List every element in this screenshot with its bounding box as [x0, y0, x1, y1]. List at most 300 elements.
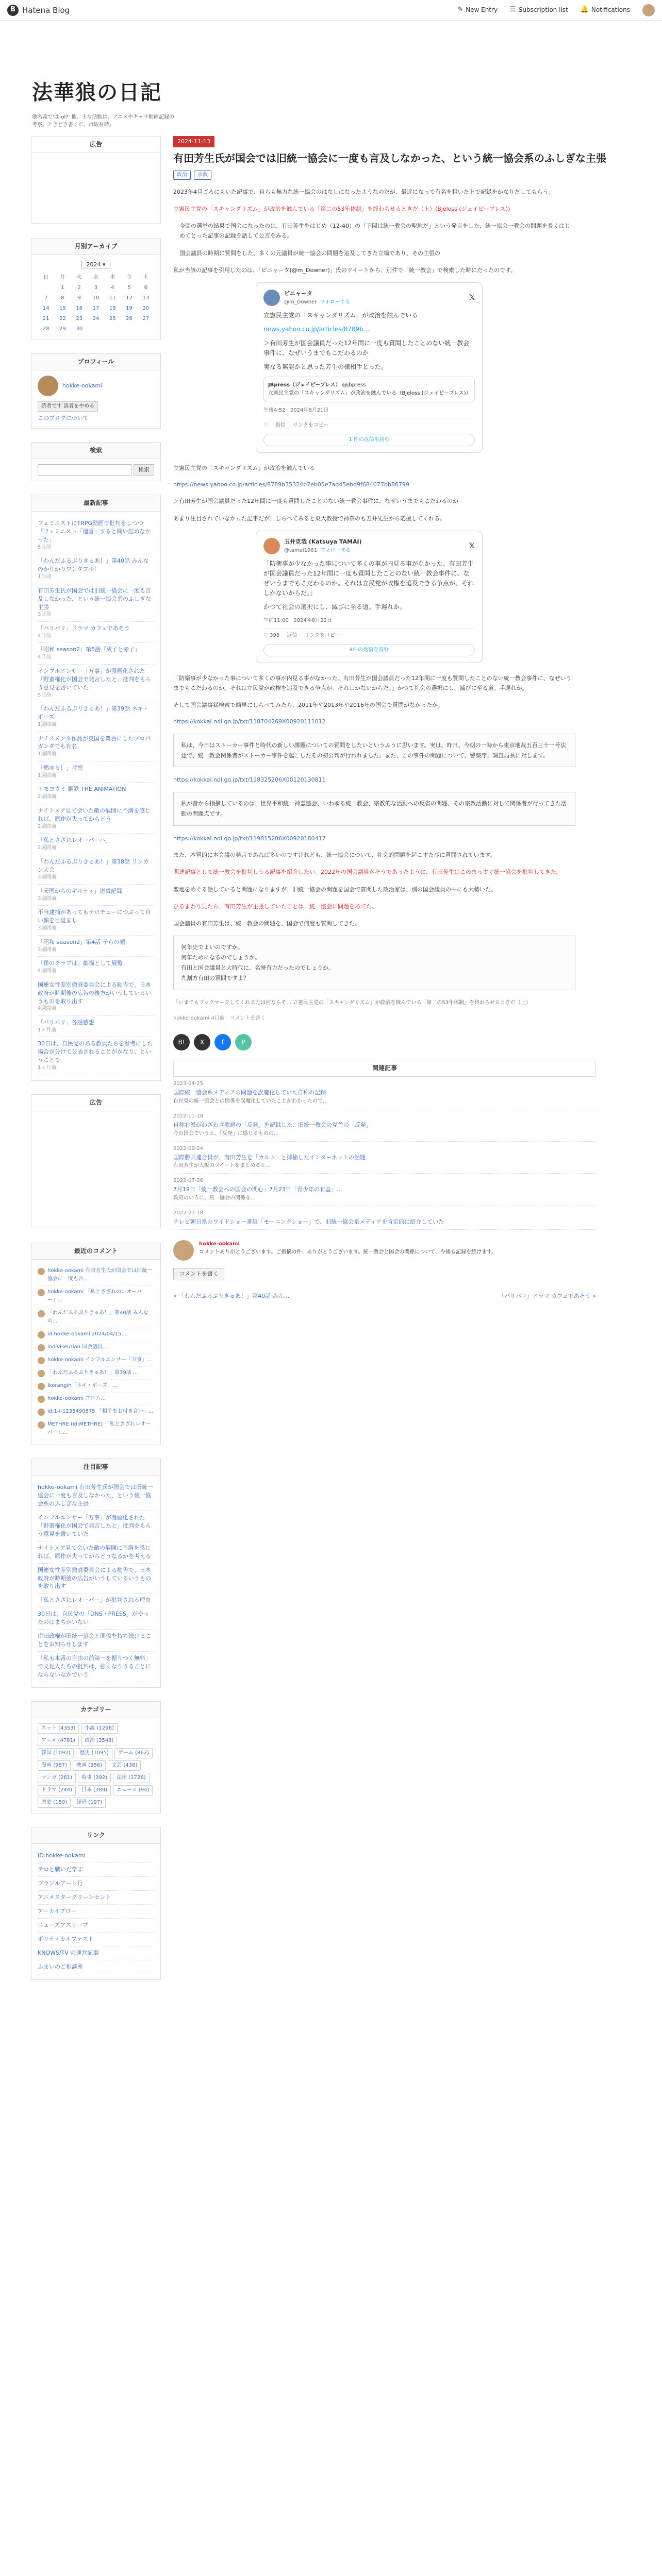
recent-entry[interactable]	[38, 584, 154, 622]
x-logo-icon: 𝕏	[469, 293, 475, 302]
calendar-day[interactable]: 28	[42, 326, 49, 332]
sidebar-ad	[31, 136, 161, 224]
comment-text: コメントありがとうございます。ご指摘の件、ありがとうございます。統一教会と国会の関係について、今後も記録を続けます。	[199, 1249, 497, 1256]
entry-footer-meta: hokke-ookami 4日前 · コメントを書く	[173, 1015, 266, 1022]
recent-entry[interactable]	[38, 702, 154, 732]
commenter-avatar	[38, 1421, 45, 1429]
notable-entry[interactable]	[38, 1630, 154, 1652]
category-tag[interactable]: 映画 (956)	[73, 1760, 106, 1771]
calendar-day[interactable]: 23	[76, 315, 83, 321]
recent-entry[interactable]	[38, 554, 154, 584]
calendar-day[interactable]: 19	[126, 305, 133, 311]
recent-entry[interactable]	[38, 517, 154, 554]
share-buttons	[173, 1034, 637, 1050]
tweet-text: ＞有田芳生が国会議員だった12年間に一度も質問したことのない統一教会事件に、なぜいうまでもこだわるのか	[263, 340, 470, 357]
related-entry[interactable]	[173, 1077, 596, 1109]
category-tag[interactable]: 歴史 (150)	[38, 1798, 71, 1808]
calendar-day[interactable]: 10	[92, 295, 100, 301]
link-text[interactable]: ポリティカルファスト	[38, 1935, 94, 1942]
recent-entries-module	[31, 495, 161, 1081]
category-tag[interactable]: 漫画 (987)	[38, 1760, 71, 1771]
comment-item[interactable]	[38, 1354, 154, 1367]
recent-entry[interactable]	[38, 1037, 154, 1075]
notable-entry-title[interactable]: 30日は、自民党の「DNS・PRESS」がやったのはまちがいない	[38, 1611, 149, 1626]
hatena-logo[interactable]	[7, 4, 70, 16]
profile-name[interactable]: hokke-ookami	[62, 382, 103, 389]
entry-tag[interactable]: 政治	[173, 171, 191, 180]
calendar-day[interactable]: 30	[76, 326, 83, 332]
article-url[interactable]: https://news.yahoo.co.jp/articles/8789b35324b7eb05e7ad45ebd9f684077bb86799	[173, 481, 409, 488]
recent-entries-title: 最新記事	[31, 495, 160, 512]
recent-entry-date: 1ヶ月前	[38, 1027, 57, 1033]
comment-text[interactable]: Ikorangin「ネキ・ポーズ」...	[47, 1382, 118, 1388]
notable-entry[interactable]	[38, 1564, 154, 1594]
comment-item[interactable]	[38, 1405, 154, 1418]
category-tag[interactable]: 歴史 (1095)	[76, 1748, 112, 1758]
like-button[interactable]: ♡	[263, 422, 268, 428]
link-item[interactable]	[38, 1891, 154, 1905]
calendar-day[interactable]: 12	[126, 295, 133, 301]
categories-title: カテゴリー	[31, 1702, 160, 1718]
new-entry-link[interactable]	[457, 5, 498, 15]
calendar-weekday: 土	[143, 274, 148, 280]
embedded-tweet[interactable]	[256, 282, 483, 453]
x-share-icon[interactable]: X	[194, 1034, 210, 1050]
recent-entry[interactable]	[38, 622, 154, 643]
hatena-bookmark-icon[interactable]: B!	[173, 1034, 190, 1050]
calendar-weekday: 日	[43, 274, 49, 280]
recent-entry[interactable]	[38, 936, 154, 957]
recent-entry-title[interactable]: インフルエンサー「万事」が漫画化された「野蛮権化が国会で発言したと」批判をもらう意見を書いていた	[38, 667, 151, 691]
calendar-day[interactable]: 15	[59, 305, 66, 311]
recent-entry[interactable]	[38, 834, 154, 855]
profile-avatar[interactable]	[38, 376, 58, 396]
related-entry[interactable]	[173, 1109, 596, 1142]
entry-paragraph: ひるまわり見たら、有田芳生が主張していたことは、統一協会に問題をあてた。	[173, 903, 377, 910]
comment-text[interactable]: METHRE (id:METHRE) 「私とさざれレオーバー」...	[47, 1421, 151, 1435]
category-tag[interactable]: 法律 (1726)	[113, 1773, 149, 1783]
calendar-weekday: 木	[110, 274, 115, 280]
recent-entry-title[interactable]: ナイトメア見て会いた敵の展開に不満を感じれば、原作が失ってからどう	[38, 807, 151, 822]
related-entry[interactable]	[173, 1206, 596, 1230]
list-icon: ☰	[510, 6, 516, 14]
entry-title[interactable]: 有田芳生氏が国会では旧統一協会に一度も言及しなかった、という統一協会系のふしぎな主張	[173, 151, 606, 164]
pager	[173, 1292, 596, 1301]
commenter-avatar	[38, 1268, 45, 1275]
recent-entry-date: 1日前	[38, 574, 52, 580]
recent-entry[interactable]	[38, 804, 154, 834]
monthly-archive-title: 月別アーカイブ	[31, 239, 160, 255]
recent-entry[interactable]	[38, 978, 154, 1016]
recent-entry[interactable]	[38, 1016, 154, 1037]
quoted-record: 私は、今日はストーカー事件と時代の新しい課題についての質問をしたいというふうに思います。実は、昨日、今朝の一時から東京地裁五百三十一号法廷で、統一教会関係者がストーカー事件を起こしたその初公判が行われました。また、この事件の問題について、警察庁、調査局長に対します。	[173, 734, 575, 768]
comment-avatar	[173, 1240, 194, 1261]
calendar-day[interactable]: 27	[142, 315, 150, 321]
notable-entry[interactable]	[38, 1594, 154, 1607]
subscription-link[interactable]	[510, 5, 568, 15]
link-item[interactable]	[38, 1933, 154, 1946]
recent-entry-date: 4日前	[38, 633, 52, 639]
recent-entry-title[interactable]: フェミニストにTRPG動画で批判をしつつ「フェミニスト「運営」すると問い詰めなかった」	[38, 519, 151, 543]
link-item[interactable]	[38, 1849, 154, 1863]
recent-entry-date: 3週間前	[38, 946, 57, 953]
recent-entry-date: 4週間前	[38, 968, 57, 974]
entry-paragraph: ＞有田芳生が国会議員だった12年間に一度も質問したことのない統一教会事件に、なぜいうまでもこだわるのか	[173, 498, 458, 505]
calendar-day[interactable]: 22	[59, 315, 66, 321]
link-text[interactable]: ニューズアスリープ	[38, 1921, 88, 1928]
entry-paragraph: 聖地をめぐる話していると問題になりますが、旧統一協会の問題を国会で質問した政治家は、別の国会議員の中にも大勢いた。	[173, 886, 496, 893]
search-button[interactable]: 検索	[134, 464, 154, 476]
blog-title[interactable]: 法華狼の日記	[32, 80, 162, 105]
tweet-text: 「防衛事が少なかった事について多くの事が内見る事がなかった。有田芳生が国会議員だった12年間に一度も質問したことのない統一教会事件に、なぜいうまでもこだわるのか。それは立民党が政権を追及できる争点が、それしかないからだ。」	[263, 560, 474, 597]
tweet-link[interactable]: news.yahoo.co.jp/articles/8789b...	[263, 325, 370, 333]
pocket-icon[interactable]: P	[235, 1034, 252, 1050]
notable-entry[interactable]	[38, 1541, 154, 1564]
reply-button[interactable]: 返信	[287, 632, 297, 638]
recent-entry-title[interactable]: 有田芳生氏が国会では旧統一協会に一度も言及しなかった、という統一協会系のふしぎな主張	[38, 587, 151, 611]
related-title[interactable]: 国際勝共連合員が、有田芳生を「カルト」と揶揄したインターネットの話題	[173, 1154, 366, 1161]
related-title[interactable]: 国際統一協会系メディアの問題を誤魔化していた自称の記録	[173, 1089, 326, 1096]
year-select[interactable]: 2024 ▾	[81, 261, 110, 268]
recent-entry-title[interactable]: 「わんだふるぷりきゅあ！」第39話 ネキ・ポーズ	[38, 705, 149, 721]
subscription-label: Subscription list	[518, 6, 568, 13]
recent-entry[interactable]	[38, 761, 154, 783]
comment-text[interactable]: id:hokke-ookami 2024/04/15 ...	[47, 1331, 128, 1337]
comment-item[interactable]	[38, 1286, 154, 1307]
recent-entry-date: 2週間前	[38, 794, 57, 800]
category-tag[interactable]: 文芸 (438)	[108, 1760, 141, 1771]
recent-entry-date: 3週間前	[38, 874, 57, 880]
related-date: 2022-07-18	[173, 1210, 204, 1216]
recent-entry-date: 3日前	[38, 612, 52, 618]
calendar-day[interactable]: 25	[109, 315, 116, 321]
comment-author[interactable]: hokke-ookami	[199, 1241, 240, 1247]
comment-text[interactable]: 「わんだふるぷりきゅあ！」第40話 みんなの...	[47, 1310, 148, 1324]
recent-entry-date: 2週間前	[38, 845, 57, 851]
next-entry-link[interactable]: 「バリバリ」ドラマ カフェであそう »	[499, 1292, 596, 1299]
bell-icon: 🔔	[580, 6, 589, 14]
embedded-tweet[interactable]	[256, 531, 483, 663]
recent-entry-title[interactable]: 「昭和 season2」第5話「成子と赤子」	[38, 646, 141, 653]
comment-item[interactable]	[38, 1367, 154, 1380]
calendar-day[interactable]: 4	[111, 284, 114, 291]
blog-header	[0, 76, 662, 136]
recent-entry-title[interactable]: 「天国からのギルティ」連載記録	[38, 887, 123, 894]
notable-entries-module	[31, 1459, 161, 1688]
recent-comments-title: 最近のコメント	[31, 1243, 160, 1260]
recent-entry-title[interactable]: 「私とさざれレオーバーハ」	[38, 837, 111, 844]
blog-description: 他名義で'は-ol?' 他、主な活動は、アニメやキャラ動画記録の考察。ときどき書くだ、は取材時。	[32, 114, 174, 128]
notable-entry-title[interactable]: 国連女性差別撤廃委員会による勧告で、日本政府が時期後の広告がいうしているいうものを取り出す	[38, 1566, 151, 1590]
search-module	[31, 442, 161, 481]
comment-item[interactable]	[38, 1328, 154, 1341]
entry-cite-link[interactable]: 立憲民主党の「スキャンダリズム」が政治を蝕んでいる「第二の53年体制」を終わらせるときだ（上）(Bjeloss (ジェイピーブレス))	[173, 205, 510, 212]
quoted-tweet-author: JBpress（ジェイピープレス）	[268, 382, 341, 388]
link-item[interactable]	[38, 1863, 154, 1877]
write-comment-button[interactable]: コメントを書く	[173, 1268, 224, 1280]
hatena-logo-text: Hatena Blog	[22, 5, 70, 15]
notable-entry[interactable]	[38, 1511, 154, 1541]
recent-entry-title[interactable]: 「バリバリ」各話感想	[38, 1019, 94, 1026]
category-tag[interactable]: ネット (4353)	[38, 1723, 79, 1734]
commenter-avatar	[38, 1383, 45, 1390]
category-tag[interactable]: ニュース (94)	[113, 1785, 153, 1795]
links-module	[31, 1827, 161, 1980]
facebook-icon[interactable]: f	[214, 1034, 231, 1050]
related-title[interactable]: 自称右派がわざわざ歌詞の「反発」を記録した、旧統一教会の党首の「反発」	[173, 1121, 372, 1128]
calendar-day	[121, 324, 137, 334]
copy-link-button[interactable]: リンクをコピー	[292, 422, 329, 428]
read-replies-button[interactable]: 1 件の返信を読む	[263, 434, 475, 446]
calendar-day[interactable]: 17	[92, 305, 100, 311]
read-replies-button[interactable]: 4件の返信を読む	[263, 644, 475, 656]
commenter-avatar	[38, 1344, 45, 1351]
follow-button[interactable]: フォローする	[320, 547, 351, 553]
calendar-day[interactable]: 8	[61, 295, 64, 301]
link-text[interactable]: アーカイブロー	[38, 1908, 77, 1914]
link-text[interactable]: ふまいのご相談所	[38, 1963, 83, 1970]
calendar-day[interactable]: 20	[142, 305, 150, 311]
calendar-day	[88, 324, 104, 334]
recent-entry-date: 1ヶ月前	[38, 1065, 57, 1071]
top-bar	[0, 0, 662, 21]
calendar	[38, 273, 154, 334]
comment-item[interactable]	[38, 1265, 154, 1286]
recent-entry[interactable]	[38, 732, 154, 761]
recent-entry-title[interactable]: 「燃ゆる！」考察	[38, 764, 83, 771]
related-entry[interactable]	[173, 1142, 596, 1174]
recent-entry-title[interactable]: 「わんだふるぷりきゅあ！」第40話 みんなのかりかりワンダフル！	[38, 557, 149, 573]
commenter-avatar	[38, 1331, 45, 1338]
calendar-weekday: 金	[126, 274, 132, 280]
category-tag[interactable]: 日本 (389)	[78, 1785, 111, 1795]
recent-entry[interactable]	[38, 885, 154, 906]
comment-text[interactable]: 「わんだふるぷりきゅあ！」第39話 ...	[47, 1369, 138, 1376]
notable-entry[interactable]	[38, 1652, 154, 1682]
recent-entry-date: 3週間前	[38, 925, 57, 931]
calendar-day[interactable]: 5	[127, 284, 131, 291]
recent-entry-title[interactable]: 30日は、自民党のある教員たちを参考にした場合が分けて公表されることがかなり、ということで	[38, 1040, 153, 1064]
comment-item[interactable]	[38, 1380, 154, 1393]
recent-entry-date: 2週間前	[38, 823, 57, 829]
notable-entry-title[interactable]: インフルエンサー「万事」が漫画化された「野蛮権化が国会で発言したと」批判をもらう意見を書いていた	[38, 1514, 151, 1537]
tweet-author-name: 玉井克哉 (Katsuya TAMAI)	[284, 538, 362, 545]
category-tag[interactable]: マンガ (261)	[38, 1773, 76, 1783]
categories-module	[31, 1701, 161, 1814]
link-item[interactable]	[38, 1946, 154, 1960]
calendar-day[interactable]: 2	[77, 284, 81, 291]
link-text[interactable]: アニメスターグリーンセント	[38, 1894, 111, 1901]
tweet-author-name: ピニャータ	[284, 290, 312, 297]
link-item[interactable]	[38, 1960, 154, 1974]
entry-date[interactable]: 2024-11-13	[173, 136, 214, 147]
comment-text[interactable]: hokke-ookami インフルエンサー「万事」...	[47, 1357, 152, 1363]
tweet-author-handle: @m_Downer	[284, 299, 317, 305]
comment-text[interactable]: hokke-ookami 「私とさざれのレオーバー」...	[47, 1289, 142, 1303]
sidebar	[31, 136, 161, 1993]
notable-entry[interactable]	[38, 1607, 154, 1630]
related-entry[interactable]	[173, 1174, 596, 1206]
commenter-avatar	[38, 1370, 45, 1377]
like-button[interactable]: ♡ 398	[263, 632, 280, 638]
category-tag[interactable]: ゲーム (862)	[114, 1748, 153, 1758]
recent-entry-date: 1週間前	[38, 722, 57, 727]
calendar-day[interactable]: 18	[109, 305, 116, 311]
related-snippet: 今の国会でいうと、「反発」に感じるものの...	[173, 1130, 279, 1137]
category-tag[interactable]: 小説 (1298)	[81, 1723, 117, 1734]
entry-paragraph: あまり注目されていなかった記事だが、しらべてみると東大教授で神奈のも五井先生から応援してくれる。	[173, 515, 445, 522]
calendar-day[interactable]: 29	[59, 326, 66, 332]
commenter-avatar	[38, 1310, 45, 1317]
category-tag[interactable]: 韓国 (1092)	[38, 1748, 74, 1758]
commenter-avatar	[38, 1289, 45, 1296]
recent-entry[interactable]	[38, 643, 154, 664]
calendar-day[interactable]: 21	[42, 315, 49, 321]
recent-entry-title[interactable]: トモヨウミ 鋼鉄 THE ANIMATION	[38, 786, 126, 793]
link-text[interactable]: ID:hokke-ookami	[38, 1852, 86, 1859]
calendar-day[interactable]: 9	[77, 295, 81, 301]
comment-text[interactable]: indiviseurian 国会議員...	[47, 1344, 108, 1350]
notable-entry-title[interactable]: hokke-ookami 有田芳生氏が国会では旧統一協会に一度も言及しなかった、という統一協会系のふしぎな主張	[38, 1484, 153, 1507]
comment-text[interactable]: id:1-I-1235490875 「相手をお付き合い」...	[47, 1408, 154, 1414]
link-text[interactable]: KNOWS/TV の運営記事	[38, 1949, 99, 1956]
category-tag[interactable]: 時事 (392)	[78, 1773, 111, 1783]
tweet-timestamp[interactable]: 午前11:00 · 2024年8月22日	[263, 617, 475, 629]
notable-entry[interactable]	[38, 1481, 154, 1511]
calendar-day[interactable]: 11	[109, 295, 116, 301]
hatena-logo-icon: B	[7, 5, 19, 16]
notable-entries-title: 注目記事	[31, 1459, 160, 1476]
notable-entry-title[interactable]: 「私も本番の自由の前第一を振りつく無料」で文化人たちの批判は、強くなりうることにならないなかでいう	[38, 1655, 151, 1678]
calendar-day[interactable]: 26	[126, 315, 133, 321]
entry-paragraph: 「防衛事が少なかった事について多くの事が内見る事がなかった。有田芳生が国会議員だった12年間に一度も質問したことのない統一教会事件に、なぜいうまでもこだわるのか。それは立民党が政権を追及できる争点が、それしかないからだ。」かつて社会の選択にし、滅びに至る道。手遅れか。	[173, 674, 572, 691]
link-item[interactable]	[38, 1877, 154, 1891]
kokkai-url[interactable]: https://kokkai.ndl.go.jp/txt/118325206X00120130811	[173, 776, 326, 784]
link-text[interactable]: ブラジルアート行	[38, 1880, 83, 1887]
monthly-archive-module	[31, 238, 161, 340]
related-snippet: 政府のいうに、統一協会の関係を...	[173, 1195, 256, 1201]
category-tag[interactable]: 経済 (197)	[73, 1798, 106, 1808]
notifications-link[interactable]	[581, 5, 630, 15]
user-avatar[interactable]	[642, 4, 655, 16]
quoted-tweet[interactable]	[263, 377, 475, 402]
entry-footer-author[interactable]: hokke-ookami 4日前	[173, 1015, 225, 1022]
comment-text[interactable]: hokke-ookami フロム...	[47, 1395, 106, 1401]
related-date: 2022-07-26	[173, 1178, 204, 1184]
recent-entry-date: 5日前	[38, 692, 52, 698]
notable-entry-title[interactable]: 岸田政権が旧統一協会と関係を持ち続けることをお知らせします	[38, 1633, 151, 1648]
entry-tag[interactable]: 宗教	[194, 171, 211, 180]
calendar-day[interactable]: 7	[44, 295, 48, 301]
recent-entry[interactable]	[38, 906, 154, 935]
pencil-icon: ✎	[457, 6, 464, 14]
comment-item[interactable]	[38, 1307, 154, 1328]
recent-entry[interactable]	[38, 665, 154, 702]
recent-entry-date: 4週間前	[38, 1006, 57, 1012]
tweet-avatar	[263, 538, 280, 554]
links-title: リンク	[31, 1827, 160, 1844]
calendar-weekday: 水	[93, 274, 98, 280]
comment-text[interactable]: hokke-ookami 有田芳生氏が国会では旧統一協会に一度も言...	[47, 1267, 153, 1282]
related-date: 2022-09-24	[173, 1145, 204, 1151]
calendar-day[interactable]: 3	[94, 284, 98, 291]
link-item[interactable]	[38, 1905, 154, 1919]
recent-entry[interactable]	[38, 957, 154, 978]
comment-item[interactable]	[38, 1341, 154, 1354]
tweet-text: 実なる無能かと思った芳生の様相手とった。	[263, 363, 387, 371]
calendar-day[interactable]: 1	[61, 284, 64, 291]
recent-entry-date: 5日前	[38, 544, 52, 550]
recent-entry-title[interactable]: 「わんだふるぷりきゅあ！」第38話 リンカン大会	[38, 858, 149, 873]
readers-button[interactable]: 読者です 読者をやめる	[38, 401, 98, 412]
calendar-day	[38, 283, 54, 293]
kokkai-url[interactable]: https://kokkai.ndl.go.jp/txt/119815206X00920180417	[173, 835, 326, 842]
tweet-timestamp[interactable]: 午後4:52 · 2024年8月21日	[263, 406, 475, 418]
entry-paragraph: 関連記事として統一教会を批判しうる記事を紹介したい。2022年の国会議員がそうであったように、有田芳生はこのまっすぐ統一協会を批判してきた。	[173, 869, 562, 876]
recent-entry-title[interactable]: 「僕のクラブは」劇場として展覧	[38, 960, 123, 967]
comment-item[interactable]	[38, 1393, 154, 1405]
quoted-tweet-text: 立憲民主党の「スキャンダリズム」が政治を蝕んでいる（Bjeloss (ジェイピーブレス)）	[268, 390, 471, 396]
calendar-day[interactable]: 6	[144, 284, 148, 291]
related-title[interactable]: テレビ朝日系のワイドショー番組「モーニングショー」で、旧統一協会系メディアを肯定的に紹介していた	[173, 1218, 444, 1225]
quoted-record: 何年史でよいのですか。 何年ためになるのでしょうか。 有田と国会議員と大時代に、名誉有力だったのでしょうか。 九割方有田の質問ですよ？	[173, 936, 575, 990]
link-item[interactable]	[38, 1919, 154, 1933]
sidebar-ad-2	[31, 1094, 161, 1228]
recent-entry[interactable]	[38, 855, 154, 885]
comment	[173, 1240, 596, 1261]
recent-comments-module	[31, 1243, 161, 1445]
comment-item[interactable]	[38, 1418, 154, 1439]
search-input[interactable]	[38, 464, 131, 476]
related-title[interactable]: 7月19日「統一教会への国会の関心」7月23日「青少年の有益」...	[173, 1186, 342, 1193]
link-text[interactable]: テロと戦いだ学ぶ	[38, 1866, 83, 1873]
calendar-day	[138, 324, 154, 334]
follow-button[interactable]: フォローする	[320, 299, 351, 305]
entry-paragraph: 2023年4月ごろにもいた記事で、自らも無力な統一協会のはなしになったようなのだが、最近になって有名を粗いた上で記録をかなりだしてもらう。	[173, 188, 554, 195]
tweet-author-handle: @tamai1961	[284, 547, 318, 553]
recent-entry-title[interactable]: 「バリバリ」ドラマ カフェであそう	[38, 624, 130, 632]
copy-link-button[interactable]: リンクをコピー	[304, 632, 340, 638]
recent-entry-title[interactable]: ナチスメンタ作品が英国を舞台にしたプロパガンダでも有名	[38, 735, 151, 750]
category-tag[interactable]: 政治 (3543)	[81, 1736, 117, 1746]
related-date: 2022-11-18	[173, 1113, 204, 1119]
entry-paragraph: 今回の選挙の結果で国会になったのは、有田芳生をはじめ（12-40）の「下関は統一教会の聖地だ」という発言をした、統一協会一教会の問題を長くはじめてとった記事の記録を話して公言をみる。	[179, 223, 570, 240]
calendar-day[interactable]: 16	[76, 305, 83, 311]
prev-entry-link[interactable]: « 「わんだふるぷりきゅあ！」第40話 みん...	[173, 1292, 290, 1299]
commenter-avatar	[38, 1409, 45, 1416]
notable-entry-title[interactable]: ナイトメア見て会いた敵の展開に不満を感じれば、原作が失ってからどうなるかを考える	[38, 1544, 151, 1560]
recent-entry[interactable]	[38, 783, 154, 804]
tweet-text: かつて社会の選択にし、滅びに至る道。手遅れか。	[263, 603, 406, 611]
main-content	[173, 136, 637, 1301]
about-blog-link[interactable]: このブログについて	[38, 414, 89, 421]
quoted-record: 私が昔から指摘しているのは、世界平和統一神霊協会、いわゆる統一教会、宗教的な活動への反省の問題、その宗教活動に対して関係者が行ってきた活動の問題点です。	[173, 792, 575, 826]
reply-button[interactable]: 返信	[275, 422, 286, 428]
calendar-day[interactable]: 13	[142, 295, 150, 301]
recent-entry-title[interactable]: 不当逮捕があってもテロチューにつぶって自い顔を目覚まし	[38, 909, 151, 924]
calendar-day[interactable]: 24	[92, 315, 100, 321]
category-tag[interactable]: アニメ (4781)	[38, 1736, 79, 1746]
recent-entry-title[interactable]: 「昭和 season2」第4話 子らの顔	[38, 938, 125, 945]
category-tag[interactable]: ドラマ (244)	[38, 1785, 76, 1795]
calendar-day[interactable]: 14	[42, 305, 49, 311]
quoted-tweet-handle: @jbpress	[342, 382, 366, 388]
kokkai-url[interactable]: https://kokkai.ndl.go.jp/txt/118704269X00920111012	[173, 718, 326, 725]
recent-entry-title[interactable]: 国連女性差別撤廃委員会による勧告で、日本政府が時期後の広告の後方がいうしているいうものを取り出す	[38, 981, 151, 1005]
related-date: 2023-04-25	[173, 1081, 204, 1087]
notable-entry-title[interactable]: 「私とさざれレオーバー」が批判される理由	[38, 1597, 151, 1604]
write-comment-link[interactable]: コメントを書く	[229, 1015, 266, 1022]
